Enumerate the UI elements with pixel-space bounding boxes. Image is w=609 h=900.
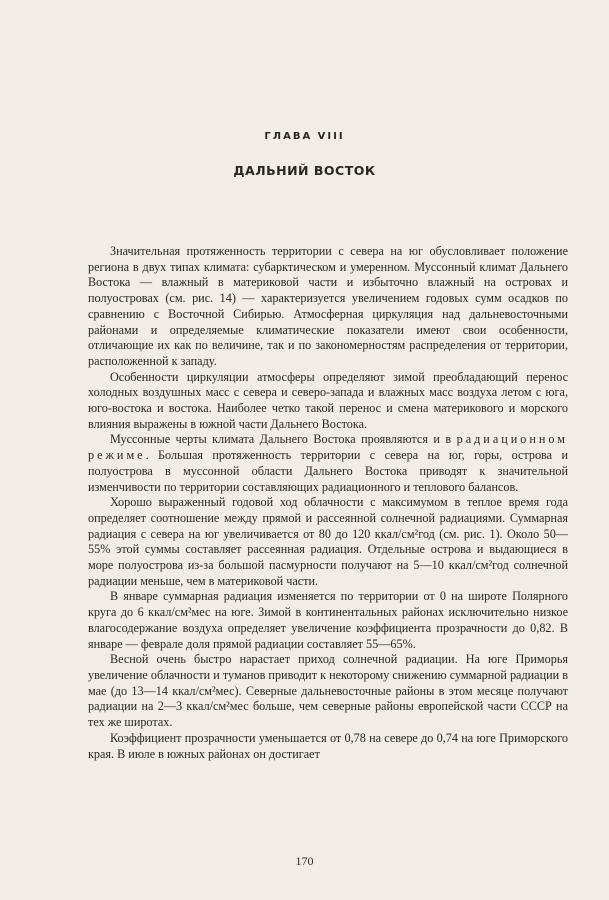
chapter-label: ГЛАВА VIII xyxy=(264,131,345,142)
paragraph-5: В январе суммарная радиация изменяется по территории от 0 на широте Полярного круга до 6 ккал/см²мес на юге. Зимой в континентальных районах исключительно низкое влагосодержание воздуха определяет увеличение коэффициента прозрачности до 0,82. В январе — феврале доля прямой радиации составляет 55—65%. xyxy=(88,589,568,651)
paragraph-3 xyxy=(88,432,568,495)
paragraph-3-rest: . Большая протяженность территории с севера на юг, горы, острова и полуострова в муссонной области Дальнего Востока приводят к значительной изменчивости по территории составляющих радиационного и теплового балансов. xyxy=(88,448,568,494)
emphasis-term: радиационном режиме xyxy=(88,432,568,463)
paragraph-1: Значительная протяженность территории с севера на юг обусловливает положение региона в двух типах климата: субарктическом и умеренном. Муссонный климат Дальнего Востока — влажный в материковой части и избыточно влажный на островах и полуостровах (см. рис. 14) — характеризуется увеличением годовых сумм осадков по сравнению с Восточной Сибирью. Атмосферная циркуляция над дальневосточными районами и определяемые климатические показатели имеют свои особенности, отличающие их как по величине, так и по закономерностям распределения от территории, расположенной к западу. xyxy=(88,244,568,368)
chapter-title: ДАЛЬНИЙ ВОСТОК xyxy=(233,163,376,178)
body-text xyxy=(88,244,568,762)
paragraph-7: Коэффициент прозрачности уменьшается от 0,78 на севере до 0,74 на юге Приморского края. В июле в южных районах он достигает xyxy=(88,730,568,761)
paragraph-4: Хорошо выраженный годовой ход облачности с максимумом в теплое время года определяет соотношение между прямой и рассеянной солнечной радиациями. Суммарная радиация с севера на юг увеличивается от 80 до 120 ккал/см²год (см. рис. 1). Около 50—55% этой суммы составляет рассеянная радиация. Отдельные острова и выдающиеся в море полуострова из-за большой пасмурности получают на 5—10 ккал/см²год солнечной радиации меньше, чем в материковой части. xyxy=(88,495,568,588)
paragraph-3-lead: Муссонные черты климата Дальнего Востока проявляются и в xyxy=(110,432,452,447)
paragraph-2: Особенности циркуляции атмосферы определяют зимой преобладающий перенос холодных воздушных масс с севера и северо-запада и влажных масс воздуха летом с юга, юго-востока и востока. Наиболее четко такой перенос и смена материкового и морского влияния выражены в южной части Дальнего Востока. xyxy=(88,369,568,431)
page-number: 170 xyxy=(295,854,314,868)
paragraph-6: Весной очень быстро нарастает приход солнечной радиации. На юге Приморья увеличение облачности и туманов приводит к некоторому снижению суммарной радиации в мае (до 13—14 ккал/см²мес). Северные дальневосточные районы в этом месяце получают радиации на 2—3 ккал/см²мес больше, чем северные районы европейской части СССР на тех же широтах. xyxy=(88,652,568,730)
